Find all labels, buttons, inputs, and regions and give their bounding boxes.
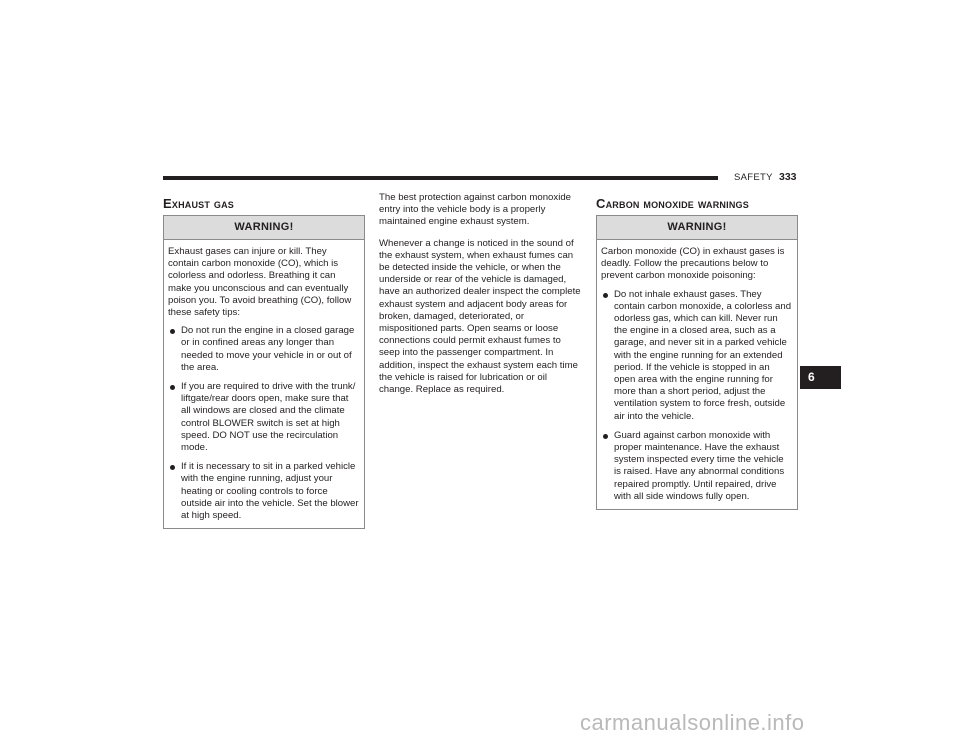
page-number: 333 [779,171,797,183]
bullet-icon [170,329,175,334]
running-header-section: SAFETY [734,172,773,183]
bullet-icon [170,385,175,390]
exhaust-gas-title: Exhaust gas [163,196,234,211]
warning-bullet [168,461,360,522]
warning-bullet [601,289,793,423]
bullet-icon [603,293,608,298]
bullet-text: Guard against carbon monoxide with proper maintenance. Have the exhaust system inspected every time the vehicle is raised. Have any abnormal conditions repaired promptly. Until repaired, drive with all side windows fully open. [614,429,785,502]
co-warning-box [596,215,798,510]
warning-heading: WARNING! [597,216,797,240]
warning-bullet [168,381,360,454]
bullet-icon [603,434,608,439]
exhaust-gas-warning-box [163,215,365,529]
paragraph: The best protection against carbon monoxide entry into the vehicle body is a properly maintained engine exhaust system. [379,192,571,228]
warning-heading: WARNING! [164,216,364,240]
bullet-text: If it is necessary to sit in a parked vehicle with the engine running, adjust your heating or cooling controls to force outside air into the vehicle. Set the blower at high speed. [181,461,359,522]
header-rule [163,176,718,180]
warning-bullet [168,325,360,374]
warning-intro: Exhaust gases can injure or kill. They contain carbon monoxide (CO), which is colorless and odorless. Breathing it can make you unconscious and can eventually poison you. To avoid breathing (CO), follow these safety tips: [168,246,352,319]
warning-bullet-list [168,325,360,522]
warning-bullet [601,430,793,503]
co-warnings-title: Carbon monoxide warnings [596,196,749,211]
warning-intro: Carbon monoxide (CO) in exhaust gases is deadly. Follow the precautions below to prevent carbon monoxide poisoning: [601,246,785,282]
bullet-icon [170,465,175,470]
bullet-text: If you are required to drive with the trunk/ liftgate/rear doors open, make sure that all windows are closed and the climate control BLOWER switch is set at high speed. DO NOT use the recirculation mode. [181,381,356,454]
warning-bullet-list [601,289,793,503]
watermark: carmanualsonline.info [580,710,805,735]
chapter-tab: 6 [800,366,841,389]
middle-column-text [379,192,581,405]
bullet-text: Do not inhale exhaust gases. They contain carbon monoxide, a colorless and odorless gas, which can kill. Never run the engine in a closed area, such as a garage, and never sit in a parked vehicle with the engine running for an extended period. If the vehicle is stopped in an open area with the engine running for more than a short period, adjust the ventilation system to force fresh, outside air into the vehicle. [614,288,792,422]
bullet-text: Do not run the engine in a closed garage or in confined areas any longer than needed to move your vehicle in or out of the area. [181,325,355,373]
paragraph: Whenever a change is noticed in the sound of the exhaust system, when exhaust fumes can be detected inside the vehicle, or when the underside or rear of the vehicle is damaged, have an authorized dealer inspect the complete exhaust system and adjacent body areas for broken, damaged, deteriorated, or mispositioned parts. Open seams or loose connections could permit exhaust fumes to seep into the passenger compartment. In addition, inspect the exhaust system each time the vehicle is raised for lubrication or oil change. Replace as required. [379,237,581,396]
